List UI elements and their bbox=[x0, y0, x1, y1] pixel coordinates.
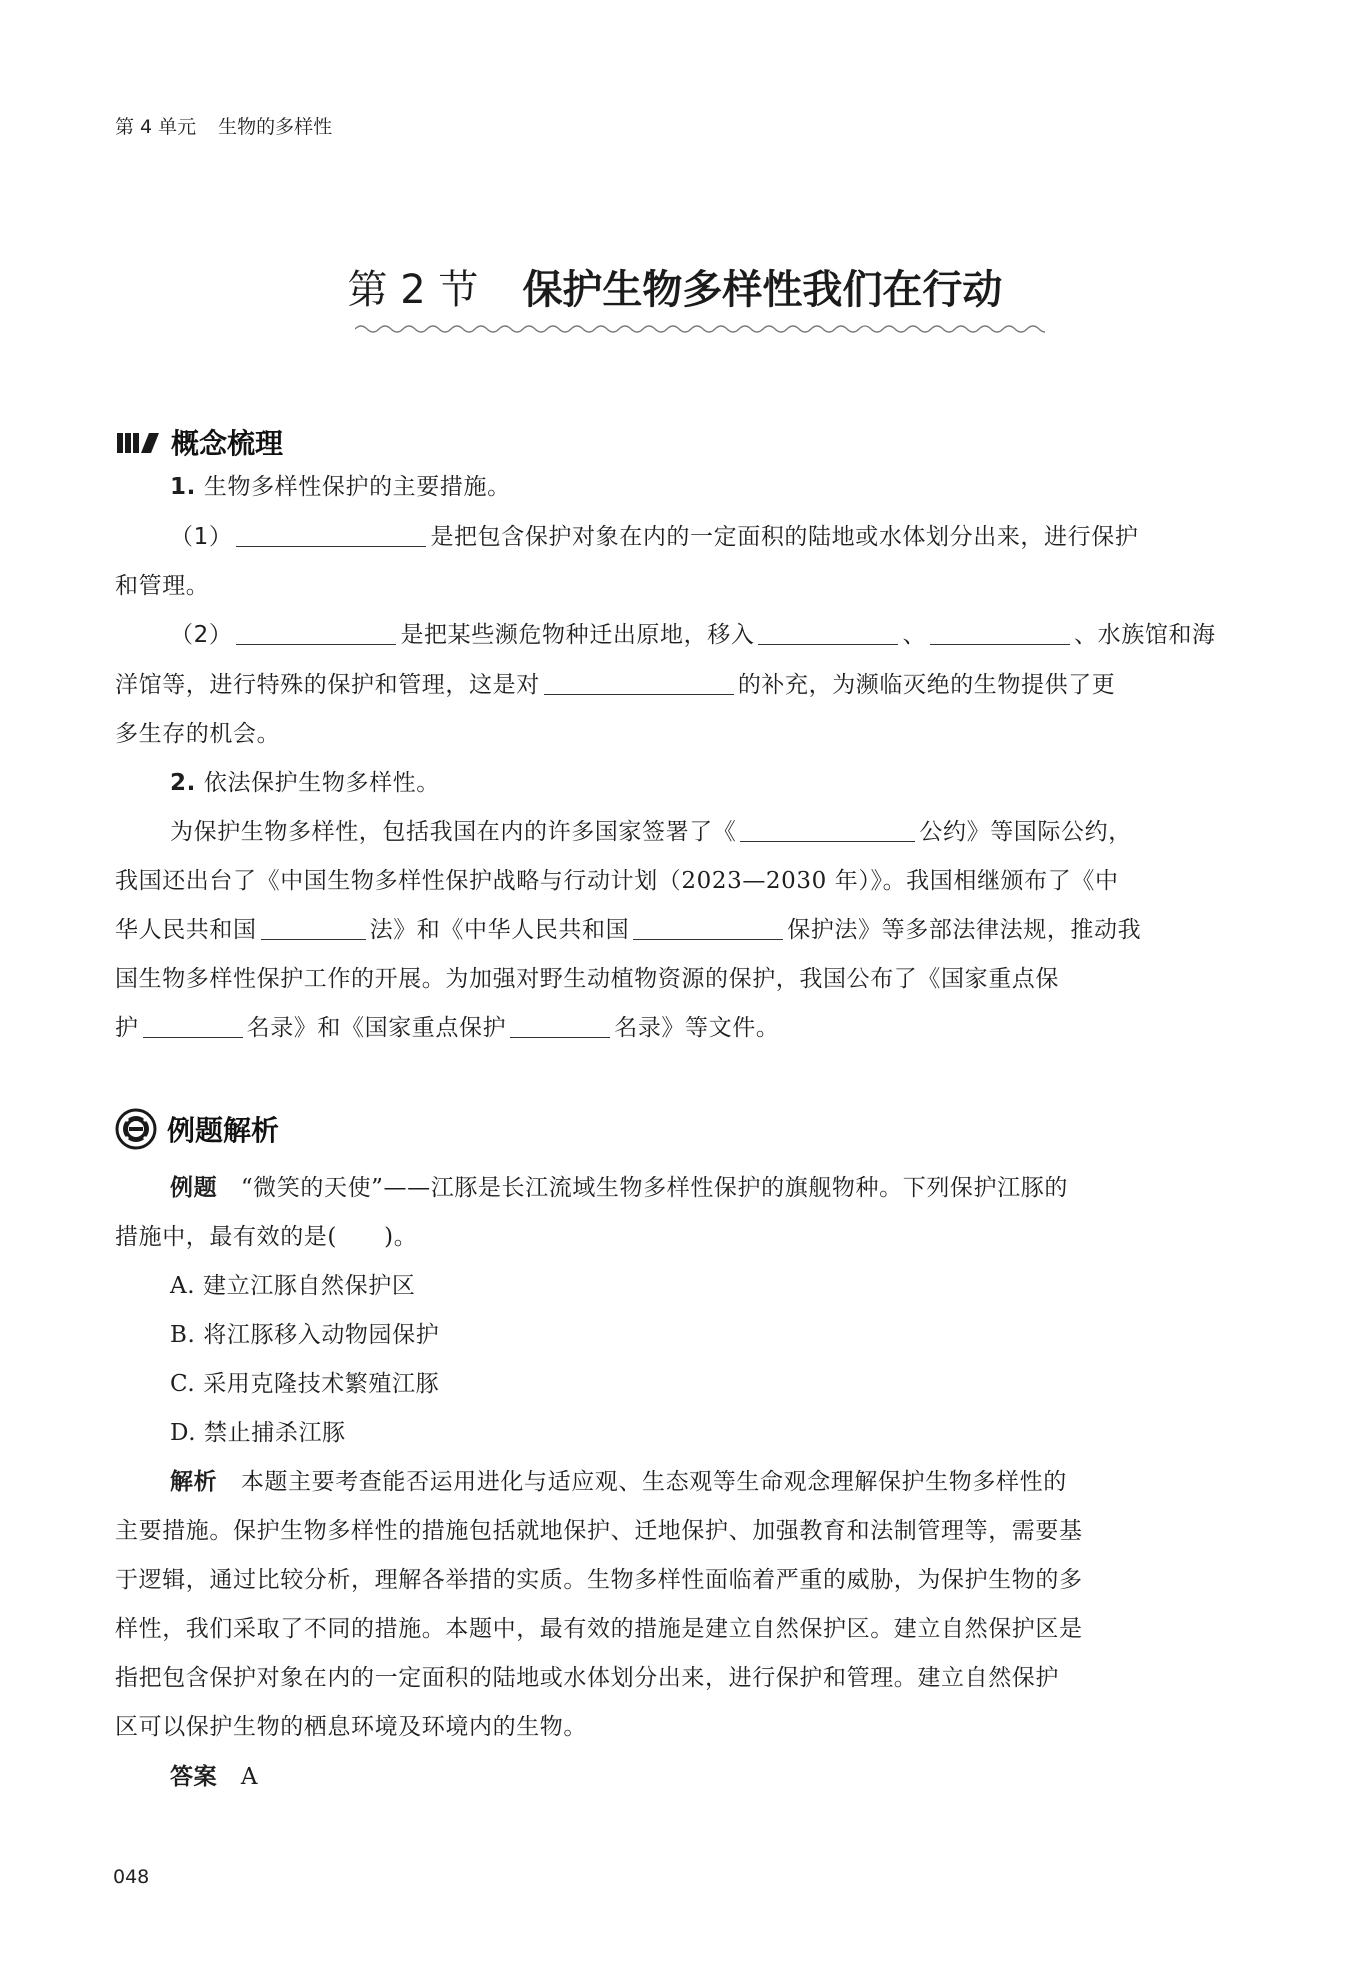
section-title-text: 保护生物多样性我们在行动 bbox=[522, 267, 1003, 313]
option-d: D. 禁止捕杀江豚 bbox=[170, 1420, 346, 1446]
unit-number: 第 4 单元 bbox=[115, 116, 197, 138]
analysis-line-3: 于逻辑，通过比较分析，理解各举措的实质。生物多样性面临着严重的威胁，为保护生物的多 bbox=[115, 1567, 1083, 1593]
fill-blank[interactable] bbox=[740, 819, 915, 842]
law-line-5: 护 名录》和《国家重点保护 名录》等文件。 bbox=[115, 1015, 780, 1041]
analysis-line-6: 区可以保护生物的栖息环境及环境内的生物。 bbox=[115, 1714, 587, 1740]
option-c: C. 采用克隆技术繁殖江豚 bbox=[170, 1371, 440, 1397]
book-stack-icon bbox=[115, 429, 161, 455]
section-number: 第 2 节 bbox=[347, 267, 479, 313]
law-line-1: 为保护生物多样性，包括我国在内的许多国家签署了《 公约》等国际公约， bbox=[170, 819, 1132, 845]
law-line-4: 国生物多样性保护工作的开展。为加强对野生动植物资源的保护，我国公布了《国家重点保 bbox=[115, 966, 1059, 992]
running-header bbox=[115, 112, 332, 139]
fill-blank[interactable] bbox=[236, 622, 396, 645]
example-question-line-1: 例题 “微笑的天使”——江豚是长江流域生物多样性保护的旗舰物种。下列保护江豚的 bbox=[170, 1175, 1068, 1201]
concept-para-2-line-2: 洋馆等，进行特殊的保护和管理，这是对 的补充，为濒临灭绝的生物提供了更 bbox=[115, 672, 1116, 698]
fill-blank[interactable] bbox=[143, 1015, 243, 1038]
concept-para-1-line-2: 和管理。 bbox=[115, 573, 210, 599]
concept-para-2-line-1: （2） 是把某些濒危物种迁出原地，移入 、 、水族馆和海 bbox=[170, 622, 1216, 648]
concepts-heading bbox=[115, 422, 283, 462]
analysis-line-1: 解析 本题主要考查能否运用进化与适应观、生态观等生命观念理解保护生物多样性的 bbox=[170, 1469, 1067, 1495]
example-question-line-2: 措施中，最有效的是( )。 bbox=[115, 1224, 418, 1250]
option-a: A. 建立江豚自然保护区 bbox=[170, 1273, 416, 1299]
fill-blank[interactable] bbox=[544, 672, 734, 695]
fill-blank[interactable] bbox=[758, 622, 898, 645]
fill-blank[interactable] bbox=[261, 917, 366, 940]
fill-blank[interactable] bbox=[930, 622, 1070, 645]
option-b: B. 将江豚移入动物园保护 bbox=[170, 1322, 440, 1348]
analysis-line-4: 样性，我们采取了不同的措施。本题中，最有效的措施是建立自然保护区。建立自然保护区是 bbox=[115, 1616, 1083, 1642]
concept-item-1: 1. 生物多样性保护的主要措施。 bbox=[170, 474, 511, 500]
fill-blank[interactable] bbox=[510, 1015, 610, 1038]
title-underline-ornament bbox=[355, 322, 1045, 336]
section-title bbox=[0, 258, 1350, 315]
law-line-2: 我国还出台了《中国生物多样性保护战略与行动计划（2023—2030 年）》。我国相继颁布了《中 bbox=[115, 868, 1119, 894]
example-heading bbox=[115, 1108, 279, 1150]
law-line-3: 华人民共和国 法》和《中华人民共和国 保护法》等多部法律法规，推动我 bbox=[115, 917, 1142, 943]
analysis-line-2: 主要措施。保护生物多样性的措施包括就地保护、迁地保护、加强教育和法制管理等，需要基 bbox=[115, 1518, 1083, 1544]
answer-line: 答案 A bbox=[170, 1764, 259, 1790]
page-number: 048 bbox=[113, 1866, 150, 1888]
concepts-heading-text: 概念梳理 bbox=[171, 427, 284, 460]
target-badge-icon bbox=[115, 1108, 157, 1150]
fill-blank[interactable] bbox=[236, 524, 426, 547]
unit-title: 生物的多样性 bbox=[218, 116, 333, 138]
fill-blank[interactable] bbox=[633, 917, 783, 940]
concept-item-2: 2. 依法保护生物多样性。 bbox=[170, 770, 440, 796]
example-heading-text: 例题解析 bbox=[167, 1114, 280, 1147]
concept-para-1-line-1: （1） 是把包含保护对象在内的一定面积的陆地或水体划分出来，进行保护 bbox=[170, 524, 1139, 550]
analysis-line-5: 指把包含保护对象在内的一定面积的陆地或水体划分出来，进行保护和管理。建立自然保护 bbox=[115, 1665, 1059, 1691]
concept-para-2-line-3: 多生存的机会。 bbox=[115, 721, 281, 747]
